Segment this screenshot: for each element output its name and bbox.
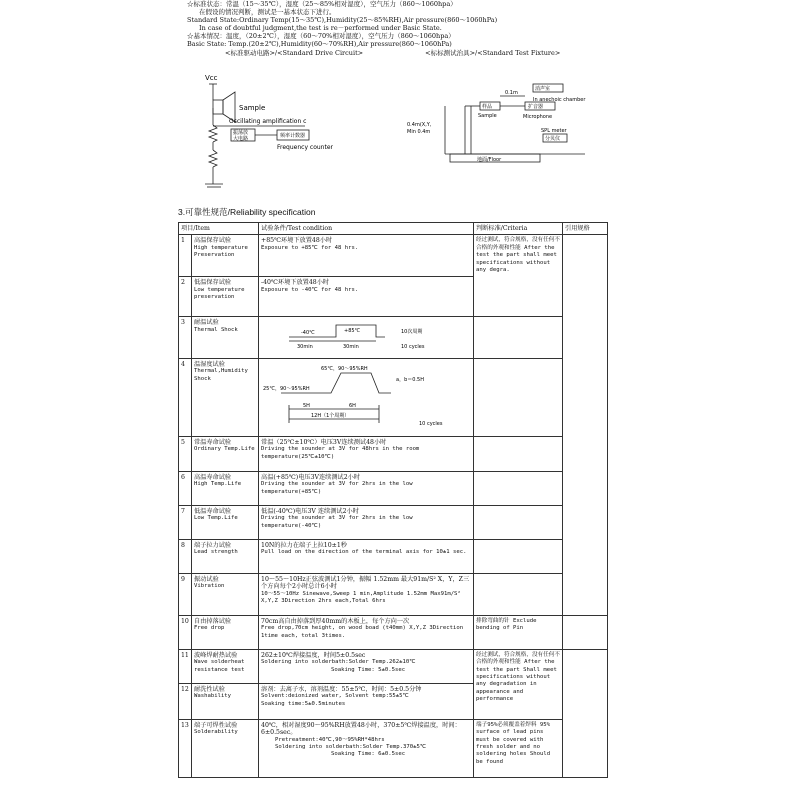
shock-dwell-1: 30min [297,344,313,351]
item-en: Vibration [194,583,225,590]
humid-period: 12H（1个周期） [311,412,350,419]
item-en: Low Temp.Life [194,515,238,522]
item-en: High Temp.Life [194,481,242,488]
row-item [192,277,259,317]
spl-meter-cn: 分贝仪 [545,136,561,142]
cond-en: Pretreatment:40℃,90～95%RH*48hrs [275,736,385,743]
item-en: Lead strength [194,549,238,556]
header-condition: 试验条件/Test condition [259,223,474,235]
row-num: 7 [179,505,192,539]
table-row [179,235,608,277]
row-item [192,615,259,649]
reliability-table [178,222,608,778]
row-item [192,358,259,436]
row-condition [259,719,474,777]
standard-state-cn: ☆标准状态：常温（15～35℃），湿度（25～85%相对湿度），空气压力（860～1060hpa） [187,0,457,8]
cond-en: Exposure to -40℃ for 48 hrs. [261,286,359,293]
amp-box-label-1: 振荡放 [233,130,249,136]
spl-meter-en: SPL meter [541,128,567,134]
table-row [179,573,608,615]
item-cn: 高温寿命试验 [194,473,232,481]
cond-cn: -40℃环境下放置48小时 [261,279,330,287]
cond-cn: 高温(+85℃)电压3V连续测试2小时 [261,473,361,481]
table-row [179,505,608,539]
criteria-empty [474,471,563,505]
row-num: 11 [179,649,192,683]
table-row [179,719,608,777]
item-en: Free drop [194,625,225,632]
humid-low: 25℃，90～95%RH [263,385,310,392]
cond-en-3: Soaking Time: 6±0.5sec [331,751,406,758]
cond-cn: 溶剂：去离子水，溶剂温度：55±5℃，时间：5±0.5分钟 [261,685,422,693]
row-condition [259,615,474,649]
item-cn: 波峰焊耐热试验 [194,651,238,659]
row-item [192,505,259,539]
cond-en-2: Soldering into solderbath:Solder Temp.370±5℃ [275,744,427,751]
row-item [192,573,259,615]
sample-en: Sample [478,113,497,119]
item-cn: 耐温试验 [194,319,219,327]
shock-dwell-2: 30min [343,344,359,351]
cond-en: 10～55～10Hz Sinewave,Sweep 1 min,Amplitude 1.52mm Max91m/S² X,Y,Z 3Direction 2hrs each,Total 6hrs [261,590,461,605]
row-item [192,719,259,777]
item-en: Ordinary Temp.Life [194,446,255,453]
shock-low-temp: -40℃ [301,330,315,337]
row-num: 5 [179,436,192,471]
item-en: Low temperature preservation [194,286,245,301]
freq-box-label: 频率计数器 [280,133,306,139]
row-num: 12 [179,683,192,719]
criteria-empty [474,573,563,615]
item-en: Solderability [194,729,238,736]
distance-label: 0.1m [505,90,518,96]
cond-en-2: Soaking time:5±0.5minutes [261,700,346,707]
item-cn: 耐洗性试验 [194,685,225,693]
mic-label: Microphone [523,114,553,120]
row-item [192,471,259,505]
sample-label: Sample [239,104,266,112]
table-row [179,436,608,471]
standard-state-note-cn: 在假设的情况判断，测试是一基本状态下进行。 [199,8,336,17]
item-en: Thermal,Humidity Shock [194,368,248,382]
item-en: Wave solderheat resistance test [194,659,245,673]
table-row [179,539,608,573]
basic-state-cn: ☆基本情况：温度，（20±2℃），湿度（60～70%相对湿度），空气压力（860～1060hpa） [187,32,455,41]
criteria-b: 经过测试，符合规格，没有任何不合格的外观和性能 After the test the part Shall meet specifications without any degradation in appearance and performance [474,649,563,719]
criteria-empty [474,436,563,471]
row-item [192,649,259,683]
row-condition [259,573,474,615]
oscillating-label: Oscillating amplification c [229,118,307,125]
row-condition [259,436,474,471]
figure-captions: <标准驱动电路>/<Standard Drive Circuit> <标标测试治具>/<Standard Test Fixture> [225,48,561,57]
item-cn: 自由掉落试验 [194,617,232,625]
cond-en: Pull load on the direction of the terminal axis for 10±1 sec. [261,549,467,556]
standard-state-note-en: In case of doubtful judgment,the test is re－performed under Basic State. [199,24,442,33]
floor-label: 地面/Floor [477,157,502,163]
humid-high: 65℃，90～95%RH [321,365,368,372]
row-condition [259,505,474,539]
item-cn: 振动试验 [194,575,219,583]
header-item: 项目/Item [179,223,259,235]
table-row [179,358,608,436]
amp-cn: 扩音器 [528,104,544,110]
cond-cn: 低温(-40℃)电压3V 连续测试2小时 [261,507,359,515]
humid-cycles: 10 cycles [419,420,443,427]
row-num: 2 [179,277,192,317]
table-header-row [179,223,608,235]
item-en: Thermal Shock [194,326,238,333]
vcc-label: Vcc [205,74,218,82]
item-en: High temperature Preservation [194,244,248,259]
thermal-shock-chart [259,317,474,358]
cond-cn: 10～55～10Hz正弦波测试1分钟，振幅 1.52mm 最大91m/S² X，Y，Z三个方向每个2小时总计6小时 [261,575,470,591]
row-num: 10 [179,615,192,649]
freq-counter-label: Frequency counter [277,144,333,151]
humid-seg-2: 6H [349,402,356,409]
humid-ramp: a，b＝0.5H [396,376,424,383]
item-cn: 端子拉力试验 [194,541,232,549]
cond-cn: 70cm高自由掉落到厚40mm的木板上，每个方向一次 [261,617,410,625]
anechoic-cn: 消声室 [535,86,551,92]
row-item [192,683,259,719]
shock-cycles-en: 10 cycles [401,344,425,351]
criteria-solder: 端子95%必须覆盖着焊料 95% surface of lead pins must be covered with fresh solder and no soldering holes Should be found [474,719,563,777]
row-condition [259,471,474,505]
cond-en: Driving the sounder at 3V for 48hrs in the room temperature(25℃±10℃) [261,446,420,460]
cond-en: Solvent:deionized water, Solvent temp:55±5℃ [261,693,409,700]
cond-en-2: Soaking Time: 5±0.5sec [331,666,406,673]
row-condition [259,649,474,683]
row-item [192,317,259,358]
row-num: 3 [179,317,192,358]
item-cn: 端子可焊性试验 [194,721,238,729]
table-row [179,317,608,358]
humid-seg-1: 5H [303,402,310,409]
row-item [192,235,259,277]
row-item [192,436,259,471]
height-label-2: Min 0.4m [407,129,431,135]
criteria-a: 经过测试，符合规格，没有任何不合格的外观和性能 After the test the part shall meet specifications without any degra. [474,235,563,317]
row-num: 4 [179,358,192,436]
shock-high-temp: +85℃ [344,328,361,335]
cond-cn: +85℃环境下放置48小时 [261,237,333,245]
test-fixture-diagram [405,82,605,167]
row-num: 8 [179,539,192,573]
criteria-drop: 排除弯曲的针 Exclude bending of Pin [474,615,563,649]
cond-cn: 40℃，相对湿度90～95%RH放置48小时，370±5℃焊接温度，时间：6±0.5sec。 [261,721,461,737]
table-row [179,649,608,683]
item-cn: 低温寿命试验 [194,507,232,515]
row-num: 6 [179,471,192,505]
cond-cn: 常温（25℃±10℃）电压3V连续测试48小时 [261,438,387,446]
standard-state-en: Standard State:Ordinary Temp(15～35℃),Humidity(25～85%RH),Air pressure(860～1060hPa) [187,16,498,25]
row-num: 1 [179,235,192,277]
table-row [179,471,608,505]
section-title: 3.可靠性规范/Reliability specification [178,207,316,217]
ref-cell [563,649,608,777]
cond-en: Soldering into solderbath:Solder Temp.262±10℃ [261,659,416,666]
item-cn: 常温寿命试验 [194,438,232,446]
criteria-empty [474,358,563,436]
drive-circuit-diagram [195,70,365,195]
header-ref: 引用规格 [563,223,608,235]
item-cn: 温湿度试验 [194,360,225,368]
row-num: 9 [179,573,192,615]
criteria-empty [474,539,563,573]
ref-cell [563,615,608,649]
header-criteria: 判断标准/Criteria [474,223,563,235]
cond-en: Exposure to +85℃ for 48 hrs. [261,244,359,251]
cond-cn: 10N的拉力在端子上拉10±1秒 [261,541,347,549]
table-row [179,615,608,649]
basic-state-en: Basic State: Temp.(20±2℃),Humidity(60～70%RH),Air pressure(860～1060hPa) [187,40,452,49]
cond-en: Driving the sounder at 3V for 2hrs in the low temperature(+85℃) [261,481,413,495]
row-num: 13 [179,719,192,777]
humidity-cycle-chart [259,358,474,436]
row-condition [259,235,474,277]
item-cn: 低温保存试验 [194,279,232,287]
shock-cycles-cn: 10次周期 [401,329,423,336]
cond-en: Free drop,70cm height, on wood boad (t40mm) X,Y,Z 3Direction 1time each, total 3times. [261,625,464,639]
row-condition [259,683,474,719]
ref-cell [563,235,608,615]
item-en: Washability [194,693,232,700]
header-notes [187,0,627,57]
item-cn: 高温保存试验 [194,237,232,245]
row-condition [259,277,474,317]
amp-box-label-2: 大电路 [233,136,249,142]
anechoic-en: In anechoic chamber [533,97,586,103]
row-item [192,539,259,573]
criteria-empty [474,505,563,539]
cond-en: Driving the sounder at 3V for 2hrs in the low temperature(-40℃) [261,515,413,529]
sample-cn: 样品 [482,104,493,110]
height-label-1: 0.4m(X,Y, [407,122,432,128]
row-condition [259,539,474,573]
cond-cn: 262±10℃焊接温度，时间5±0.5sec [261,651,366,659]
